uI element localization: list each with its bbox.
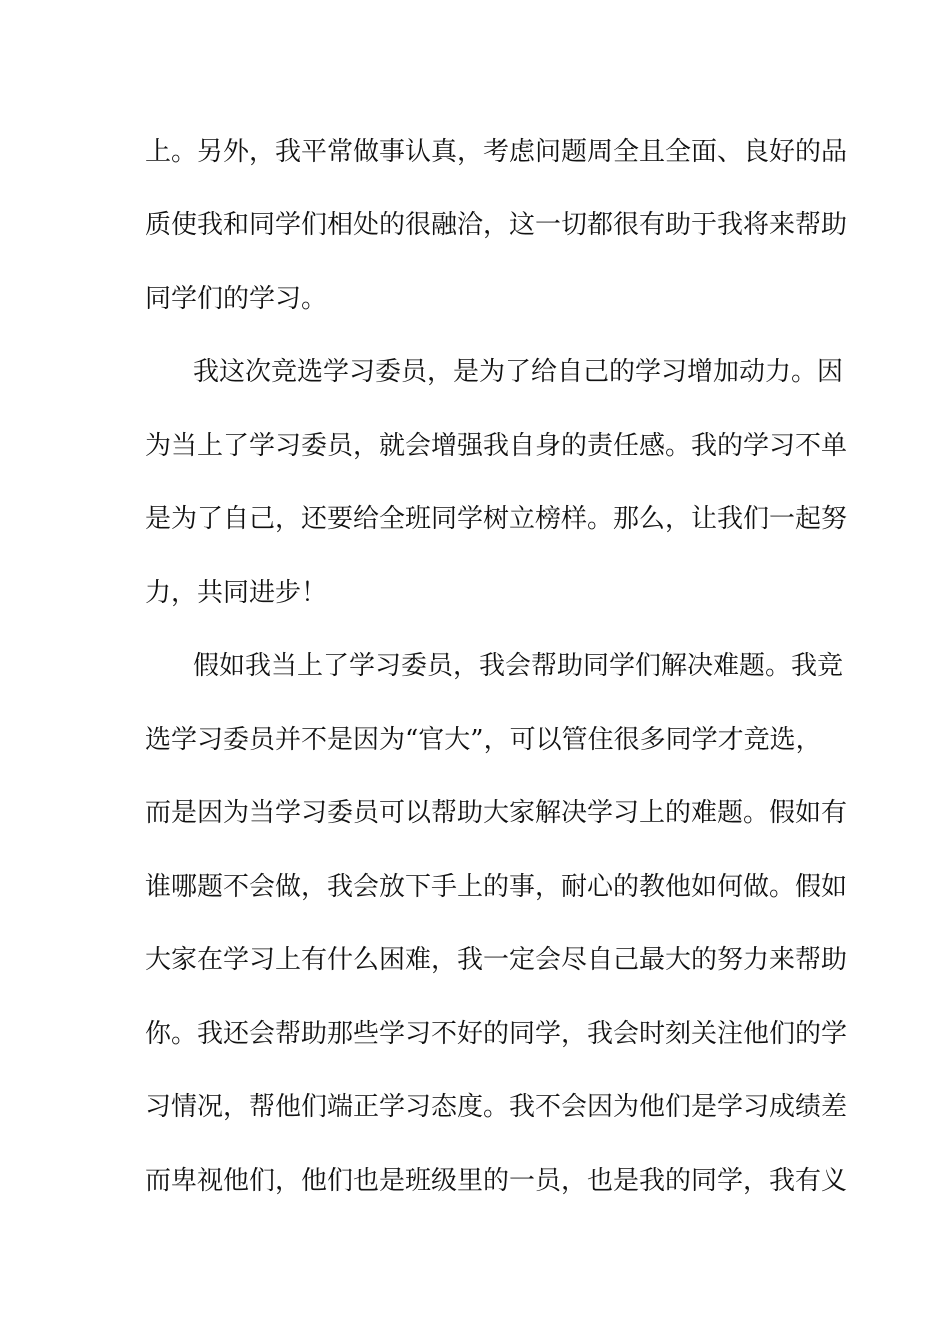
paragraph-first-line: 我这次竞选学习委员，是为了给自己的学习增加动力。因: [193, 357, 844, 387]
paragraph-first-line: 假如我当上了学习委员，我会帮助同学们解决难题。我竞: [193, 651, 844, 681]
text-line: 谁哪题不会做，我会放下手上的事，耐心的教他如何做。假如: [145, 872, 848, 902]
text-line: 习情况，帮他们端正学习态度。我不会因为他们是学习成绩差: [145, 1092, 848, 1122]
text-line: 同学们的学习。: [145, 284, 328, 314]
text-line: 而卑视他们，他们也是班级里的一员，也是我的同学，我有义: [145, 1166, 848, 1196]
text-line: 大家在学习上有什么困难，我一定会尽自己最大的努力来帮助: [145, 945, 848, 975]
text-line: 上。另外，我平常做事认真，考虑问题周全且全面、良好的品: [145, 137, 848, 167]
text-line: 你。我还会帮助那些学习不好的同学，我会时刻关注他们的学: [145, 1019, 848, 1049]
text-line: 为当上了学习委员，就会增强我自身的责任感。我的学习不单: [145, 431, 848, 461]
text-line: 选学习委员并不是因为“官大”，可以管住很多同学才竞选，: [145, 725, 822, 755]
text-line: 力，共同进步！: [145, 578, 328, 608]
text-line: 质使我和同学们相处的很融洽，这一切都很有助于我将来帮助: [145, 210, 848, 240]
text-line: 而是因为当学习委员可以帮助大家解决学习上的难题。假如有: [145, 798, 848, 828]
text-line: 是为了自己，还要给全班同学树立榜样。那么，让我们一起努: [145, 504, 848, 534]
